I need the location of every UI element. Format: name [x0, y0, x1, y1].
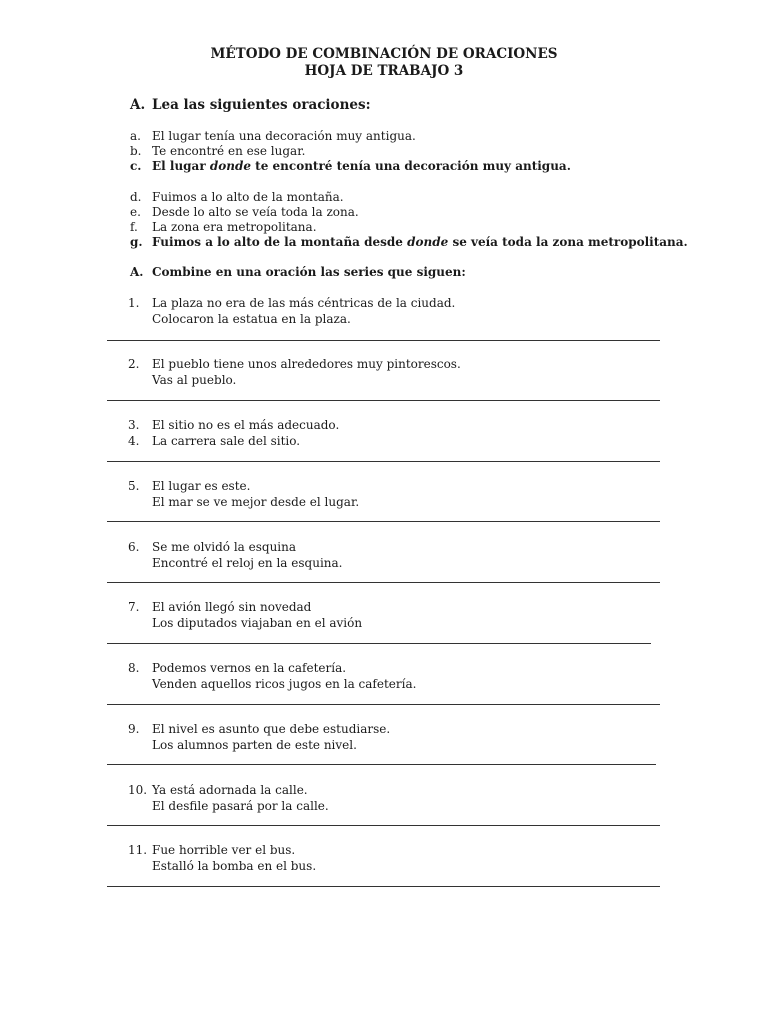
item-sentence-1: Podemos vernos en la cafetería. — [152, 661, 347, 675]
item-sentence-1: Se me olvidó la esquina — [152, 540, 297, 554]
example-label: e. — [130, 205, 141, 219]
answer-line[interactable] — [107, 704, 660, 705]
section-a-letter: A. — [130, 97, 146, 113]
example-text: Fuimos a lo alto de la montaña. — [152, 190, 344, 204]
page-subtitle: HOJA DE TRABAJO 3 — [304, 63, 464, 79]
item-sentence-1: El nivel es asunto que debe estudiarse. — [152, 722, 391, 736]
item-sentence-2: Encontré el reloj en la esquina. — [152, 556, 343, 570]
item-sentence-2: Estalló la bomba en el bus. — [152, 859, 317, 873]
example-text-after: te encontré tenía una decoración muy antigua. — [251, 159, 571, 173]
example-text: El lugar tenía una decoración muy antigua. — [152, 129, 416, 143]
item-sentence-1: El lugar es este. — [152, 479, 251, 493]
example-text: Desde lo alto se veía toda la zona. — [152, 205, 359, 219]
item-number: 11. — [128, 843, 148, 857]
section-b-title: Combine en una oración las series que siguen: — [152, 265, 466, 279]
example-text — [152, 235, 688, 250]
item-number: 9. — [128, 722, 140, 736]
item-sentence-1: Ya está adornada la calle. — [152, 783, 308, 797]
item-number: 2. — [128, 357, 140, 371]
item-sentence-2: Los diputados viajaban en el avión — [152, 616, 363, 630]
answer-line[interactable] — [107, 582, 660, 583]
item-number: 1. — [128, 296, 140, 310]
answer-line[interactable] — [107, 521, 660, 522]
item-number: 5. — [128, 479, 140, 493]
item-sentence-2: La carrera sale del sitio. — [152, 434, 301, 448]
example-text-before: Fuimos a lo alto de la montaña desde — [152, 235, 408, 249]
item-sentence-2: El mar se ve mejor desde el lugar. — [152, 495, 360, 509]
answer-line[interactable] — [107, 886, 660, 887]
example-label: c. — [130, 159, 142, 173]
example-text-italic: donde — [407, 235, 449, 249]
item-sentence-1: El avión llegó sin novedad — [152, 600, 312, 614]
item-number: 3. — [128, 418, 140, 432]
example-label: f. — [130, 220, 138, 234]
example-label: a. — [130, 129, 141, 143]
example-text: La zona era metropolitana. — [152, 220, 317, 234]
item-sentence-2: Vas al pueblo. — [152, 373, 237, 387]
answer-line[interactable] — [107, 340, 660, 341]
example-text-before: El lugar — [152, 159, 210, 173]
item-number: 10. — [128, 783, 148, 797]
answer-line[interactable] — [107, 461, 660, 462]
example-label: g. — [130, 235, 143, 249]
section-b-letter: A. — [130, 265, 144, 279]
item-sentence-2: Los alumnos parten de este nivel. — [152, 738, 357, 752]
item-sentence-1: Fue horrible ver el bus. — [152, 843, 296, 857]
example-text — [152, 159, 571, 174]
item-number: 4. — [128, 434, 140, 448]
item-number: 7. — [128, 600, 140, 614]
answer-line[interactable] — [107, 400, 660, 401]
answer-line[interactable] — [107, 764, 656, 765]
item-sentence-1: La plaza no era de las más céntricas de la ciudad. — [152, 296, 456, 310]
item-number: 8. — [128, 661, 140, 675]
section-a-heading — [130, 97, 371, 113]
example-label: d. — [130, 190, 142, 204]
example-text-italic: donde — [209, 159, 251, 173]
example-text-after: se veía toda la zona metropolitana. — [448, 235, 688, 249]
item-sentence-2: El desfile pasará por la calle. — [152, 799, 329, 813]
answer-line[interactable] — [107, 825, 660, 826]
section-a-title: Lea las siguientes oraciones: — [152, 97, 371, 113]
example-text: Te encontré en ese lugar. — [152, 144, 306, 158]
example-label: b. — [130, 144, 142, 158]
item-sentence-2: Venden aquellos ricos jugos en la cafetería. — [152, 677, 417, 691]
item-sentence-2: Colocaron la estatua en la plaza. — [152, 312, 351, 326]
item-sentence-1: El pueblo tiene unos alrededores muy pintorescos. — [152, 357, 461, 371]
item-sentence-1: El sitio no es el más adecuado. — [152, 418, 340, 432]
item-number: 6. — [128, 540, 140, 554]
page-title: MÉTODO DE COMBINACIÓN DE ORACIONES — [210, 46, 558, 62]
answer-line[interactable] — [107, 643, 651, 644]
